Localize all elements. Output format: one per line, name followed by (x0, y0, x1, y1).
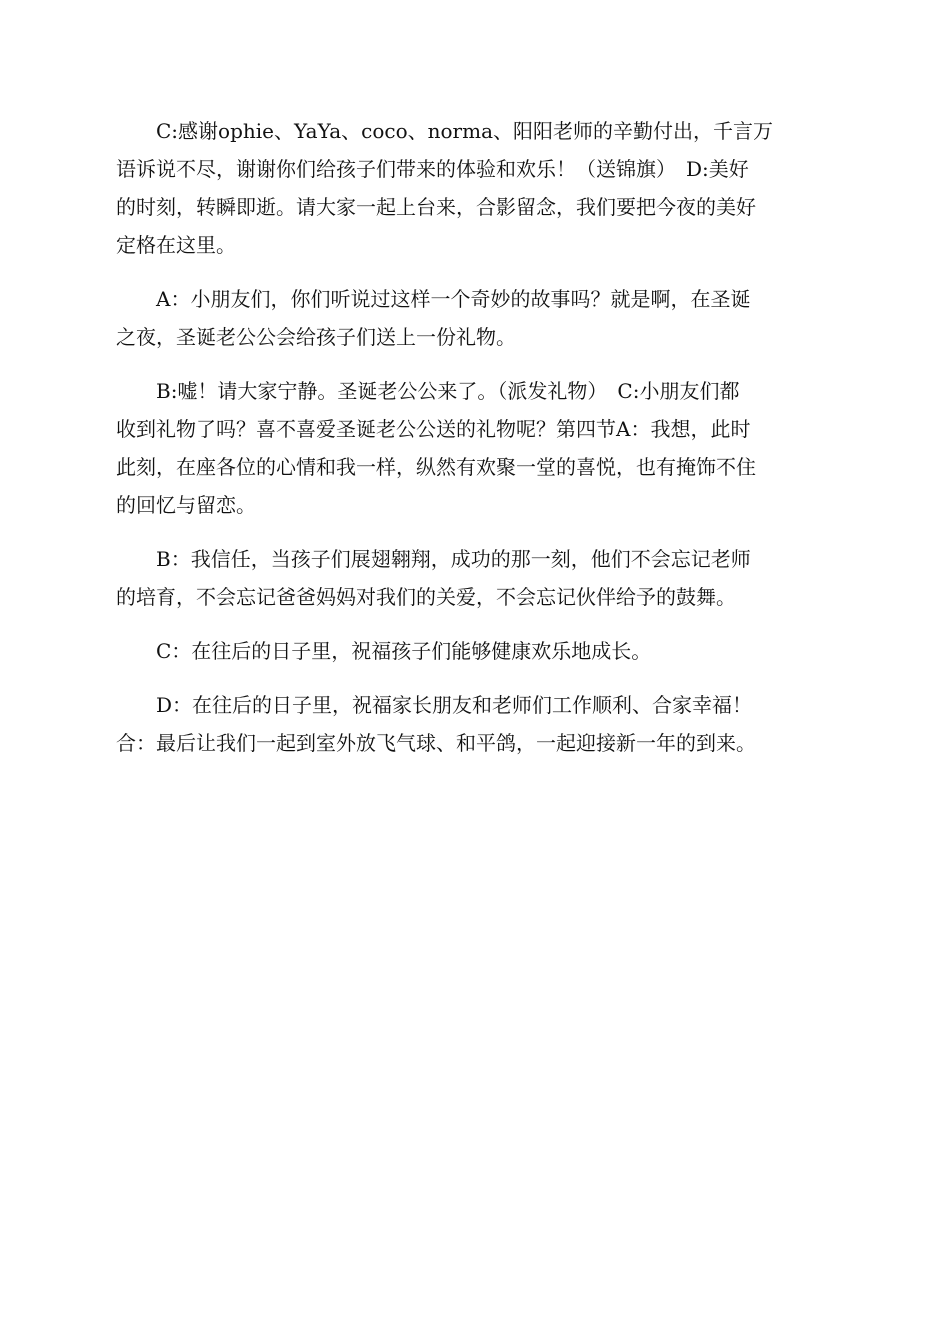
text-line: C：在往后的日子里，祝福孩子们能够健康欢乐地成长。 (156, 639, 652, 663)
paragraph-blessing-children (116, 632, 834, 670)
text-line: B:嘘！请大家宁静。圣诞老公公来了。（派发礼物） C:小朋友们都 (156, 379, 740, 403)
text-line: 定格在这里。 (116, 233, 236, 257)
text-line: D：在往后的日子里，祝福家长朋友和老师们工作顺利、合家幸福！ (156, 693, 753, 717)
paragraph-gifts (116, 372, 834, 524)
document-body (116, 112, 834, 778)
text-line: 的回忆与留恋。 (116, 493, 256, 517)
text-line: 之夜，圣诞老公公会给孩子们送上一份礼物。 (116, 325, 516, 349)
text-line: 收到礼物了吗？喜不喜爱圣诞老公公送的礼物呢？第四节A：我想，此时 (116, 417, 751, 441)
text-line: 语诉说不尽，谢谢你们给孩子们带来的体验和欢乐！（送锦旗） D:美好 (116, 157, 749, 181)
paragraph-belief (116, 540, 834, 616)
text-line: 此刻，在座各位的心情和我一样，纵然有欢聚一堂的喜悦，也有掩饰不住 (116, 455, 756, 479)
text-line: 合：最后让我们一起到室外放飞气球、和平鸽，一起迎接新一年的到来。 (116, 731, 756, 755)
text-line: C:感谢ophie、YaYa、coco、norma、阳阳老师的辛勤付出，千言万 (156, 119, 774, 143)
text-line: B：我信任，当孩子们展翅翱翔，成功的那一刻，他们不会忘记老师 (156, 547, 751, 571)
paragraph-thanks-teachers (116, 112, 834, 264)
text-line: 的培育，不会忘记爸爸妈妈对我们的关爱，不会忘记伙伴给予的鼓舞。 (116, 585, 736, 609)
text-line: 的时刻，转瞬即逝。请大家一起上台来，合影留念，我们要把今夜的美好 (116, 195, 756, 219)
paragraph-closing (116, 686, 834, 762)
text-line: A：小朋友们，你们听说过这样一个奇妙的故事吗？就是啊，在圣诞 (156, 287, 751, 311)
paragraph-christmas-story (116, 280, 834, 356)
